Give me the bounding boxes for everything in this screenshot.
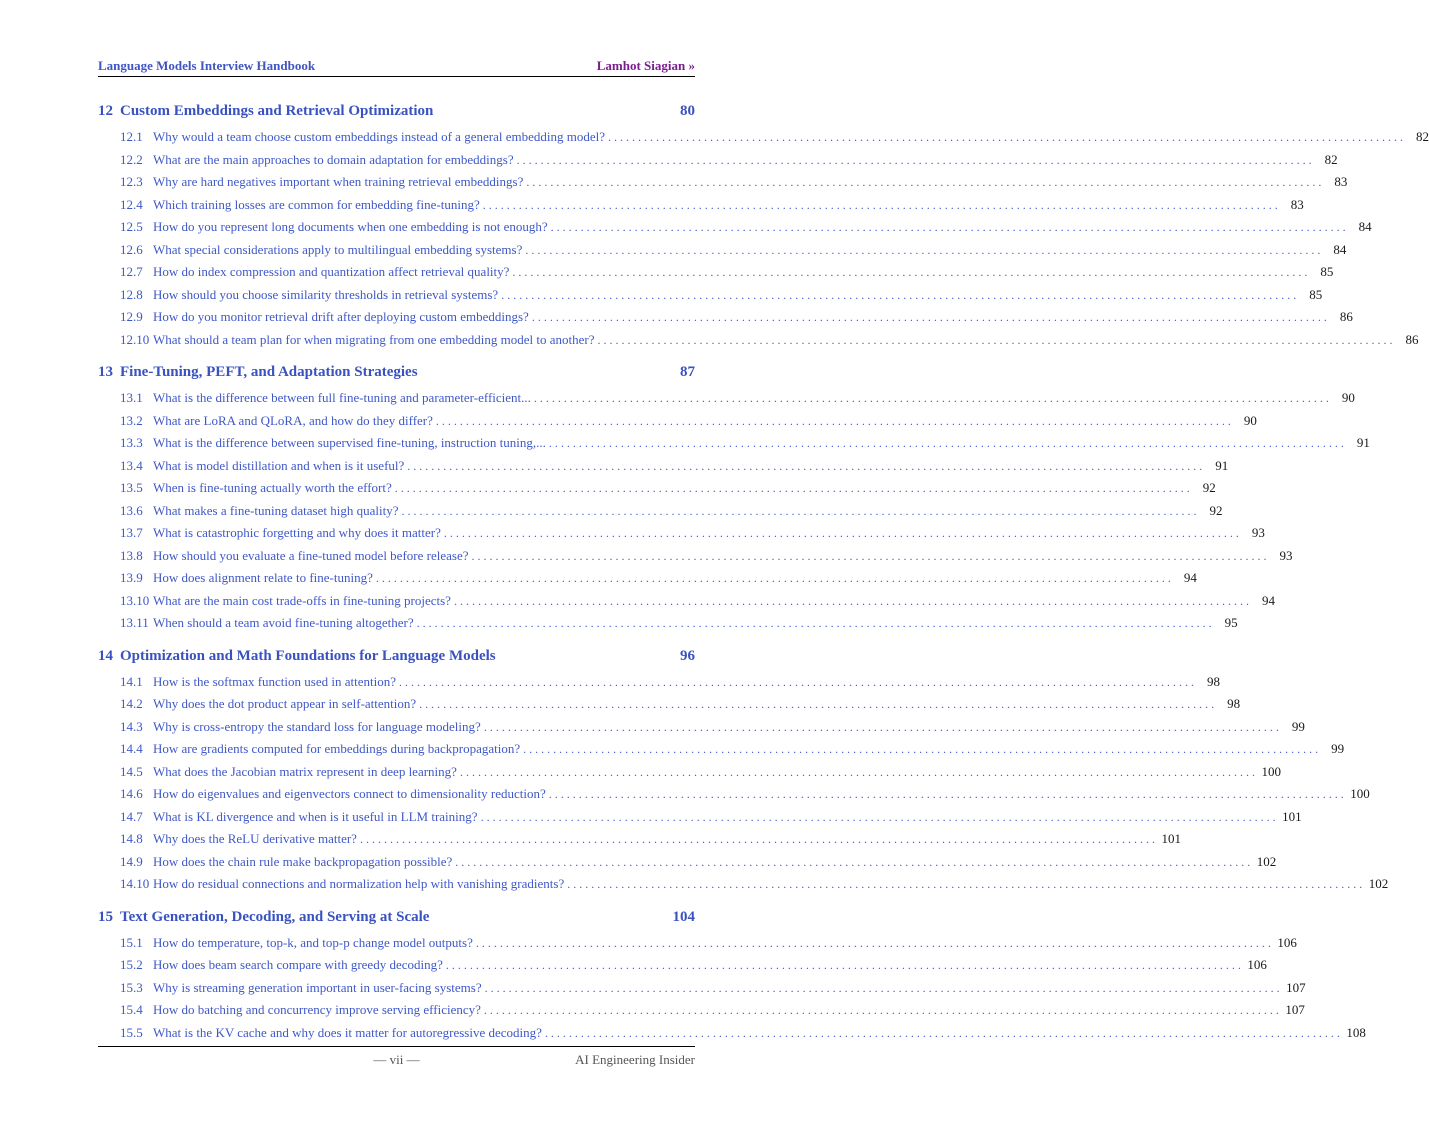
entry-title: What are the main approaches to domain adaptation for embeddings? bbox=[153, 151, 514, 167]
dot-leader bbox=[395, 477, 1190, 500]
entry-number: 13.1 bbox=[120, 390, 143, 405]
entry-page: 94 bbox=[1183, 570, 1197, 585]
toc-entry[interactable] bbox=[98, 567, 1197, 590]
dot-leader bbox=[476, 932, 1271, 955]
dot-leader bbox=[454, 590, 1249, 613]
toc-entry[interactable] bbox=[98, 932, 1297, 955]
entry-page: 84 bbox=[1358, 219, 1372, 234]
toc-entry[interactable] bbox=[98, 1022, 1366, 1045]
entry-number: 13.4 bbox=[120, 457, 143, 473]
entry-number: 14.9 bbox=[120, 853, 143, 869]
entry-title: What is KL divergence and when is it useful in LLM training? bbox=[153, 808, 478, 824]
entry-title: How does the chain rule make backpropagation possible? bbox=[153, 853, 453, 869]
dot-leader bbox=[407, 455, 1202, 478]
entry-title: Why does the dot product appear in self-attention? bbox=[153, 696, 417, 711]
dot-leader bbox=[526, 171, 1321, 194]
chapter-page: 96 bbox=[680, 647, 695, 664]
chapter-title: Fine-Tuning, PEFT, and Adaptation Strategies bbox=[120, 364, 418, 380]
chapter-number: 14 bbox=[98, 647, 113, 664]
entry-title: How do batching and concurrency improve serving efficiency? bbox=[153, 1002, 481, 1017]
entry-title: What makes a fine-tuning dataset high quality? bbox=[153, 502, 399, 518]
entry-title: What is the KV cache and why does it matter for autoregressive decoding? bbox=[153, 1024, 542, 1040]
entry-number: 13.2 bbox=[120, 412, 143, 428]
entry-number: 14.6 bbox=[120, 786, 143, 801]
toc-entry[interactable] bbox=[98, 216, 1372, 239]
toc-chapter[interactable] bbox=[98, 96, 695, 126]
entry-number: 14.7 bbox=[120, 808, 143, 824]
dot-leader bbox=[360, 828, 1155, 851]
toc-entry[interactable] bbox=[98, 954, 1267, 977]
entry-number: 12.5 bbox=[120, 219, 143, 234]
page-footer bbox=[98, 1046, 695, 1073]
entry-page: 90 bbox=[1243, 412, 1257, 428]
dot-leader bbox=[517, 149, 1312, 172]
entry-number: 12.3 bbox=[120, 174, 143, 189]
entry-number: 15.4 bbox=[120, 1002, 143, 1017]
entry-title: How do residual connections and normalization help with vanishing gradients? bbox=[153, 876, 565, 891]
entry-page: 106 bbox=[1277, 934, 1297, 950]
entry-title: When should a team avoid fine-tuning altogether? bbox=[153, 615, 414, 630]
entry-page: 92 bbox=[1202, 480, 1216, 495]
entry-title: What does the Jacobian matrix represent in deep learning? bbox=[153, 763, 457, 779]
dot-leader bbox=[525, 239, 1320, 262]
toc-entry[interactable] bbox=[98, 545, 1293, 568]
entry-page: 93 bbox=[1279, 547, 1293, 563]
entry-number: 12.1 bbox=[120, 129, 143, 144]
entry-number: 14.3 bbox=[120, 718, 143, 734]
dot-leader bbox=[549, 432, 1344, 455]
toc-entry[interactable] bbox=[98, 477, 1216, 500]
toc-entry[interactable] bbox=[98, 171, 1348, 194]
dot-leader bbox=[532, 306, 1327, 329]
toc-entry[interactable] bbox=[98, 716, 1305, 739]
toc-entry[interactable] bbox=[98, 455, 1229, 478]
entry-number: 12.8 bbox=[120, 286, 143, 302]
entry-title: How should you choose similarity thresholds in retrieval systems? bbox=[153, 286, 499, 302]
entry-number: 13.8 bbox=[120, 547, 143, 563]
entry-number: 14.2 bbox=[120, 696, 143, 711]
toc-entry[interactable] bbox=[98, 194, 1304, 217]
entry-title: Why is streaming generation important in user-facing systems? bbox=[153, 979, 482, 995]
chapter-title: Optimization and Math Foundations for Language Models bbox=[120, 647, 496, 664]
toc-entry[interactable] bbox=[98, 261, 1334, 284]
entry-number: 12.9 bbox=[120, 309, 143, 324]
entry-title: What are LoRA and QLoRA, and how do they differ? bbox=[153, 412, 433, 428]
entry-page: 98 bbox=[1206, 673, 1220, 689]
entry-title: Why is cross-entropy the standard loss for language modeling? bbox=[153, 718, 481, 734]
dot-leader bbox=[436, 410, 1231, 433]
entry-page: 100 bbox=[1261, 763, 1281, 779]
dot-leader bbox=[534, 387, 1329, 410]
toc-entry[interactable] bbox=[98, 783, 1370, 806]
toc-entry[interactable] bbox=[98, 329, 1419, 352]
dot-leader bbox=[455, 851, 1250, 874]
entry-title: How does alignment relate to fine-tuning? bbox=[153, 570, 373, 585]
toc-entry[interactable] bbox=[98, 761, 1281, 784]
toc-entry[interactable] bbox=[98, 873, 1389, 896]
chapter-number: 15 bbox=[98, 908, 113, 925]
entry-number: 14.10 bbox=[120, 876, 150, 891]
entry-title: How do eigenvalues and eigenvectors connect to dimensionality reduction? bbox=[153, 786, 546, 801]
entry-number: 15.5 bbox=[120, 1024, 143, 1040]
toc-entry[interactable] bbox=[98, 738, 1345, 761]
entry-page: 108 bbox=[1346, 1024, 1366, 1040]
footer-brand: AI Engineering Insider bbox=[575, 1052, 695, 1067]
entry-page: 86 bbox=[1405, 331, 1419, 347]
entry-page: 84 bbox=[1333, 241, 1347, 257]
entry-number: 13.6 bbox=[120, 502, 143, 518]
toc-entry[interactable] bbox=[98, 306, 1353, 329]
dot-leader bbox=[551, 216, 1346, 239]
toc-entry[interactable] bbox=[98, 522, 1265, 545]
toc-entry[interactable] bbox=[98, 977, 1306, 1000]
entry-title: What is the difference between full fine-tuning and parameter-efficient... bbox=[153, 390, 531, 405]
entry-title: Why does the ReLU derivative matter? bbox=[153, 831, 357, 846]
dot-leader bbox=[567, 873, 1362, 896]
toc-entry[interactable] bbox=[98, 126, 1429, 149]
toc-entry[interactable] bbox=[98, 387, 1355, 410]
toc-entry[interactable] bbox=[98, 671, 1220, 694]
toc-entry[interactable] bbox=[98, 432, 1370, 455]
entry-number: 14.8 bbox=[120, 831, 143, 846]
entry-title: When is fine-tuning actually worth the effort? bbox=[153, 480, 392, 495]
entry-title: What are the main cost trade-offs in fine-tuning projects? bbox=[153, 592, 451, 608]
entry-title: How do temperature, top-k, and top-p change model outputs? bbox=[153, 934, 473, 950]
entry-page: 98 bbox=[1227, 696, 1241, 711]
toc-entry[interactable] bbox=[98, 828, 1181, 851]
entry-number: 12.4 bbox=[120, 196, 143, 212]
entry-page: 91 bbox=[1356, 435, 1370, 450]
entry-page: 85 bbox=[1309, 286, 1323, 302]
toc-entry[interactable] bbox=[98, 410, 1257, 433]
entry-number: 14.1 bbox=[120, 673, 143, 689]
entry-title: What is model distillation and when is it useful? bbox=[153, 457, 405, 473]
entry-title: How is the softmax function used in attention? bbox=[153, 673, 396, 689]
dot-leader bbox=[549, 783, 1344, 806]
dot-leader bbox=[483, 194, 1278, 217]
entry-number: 12.2 bbox=[120, 151, 143, 167]
toc-entry[interactable] bbox=[98, 851, 1277, 874]
entry-number: 12.6 bbox=[120, 241, 143, 257]
entry-number: 13.5 bbox=[120, 480, 143, 495]
entry-page: 90 bbox=[1341, 390, 1355, 405]
entry-page: 82 bbox=[1324, 151, 1338, 167]
dot-leader bbox=[460, 761, 1255, 784]
entry-title: How are gradients computed for embeddings during backpropagation? bbox=[153, 741, 521, 756]
entry-page: 95 bbox=[1224, 615, 1238, 630]
dot-leader bbox=[485, 977, 1280, 1000]
entry-number: 12.7 bbox=[120, 264, 143, 279]
entry-page: 101 bbox=[1282, 808, 1302, 824]
entry-number: 15.2 bbox=[120, 957, 143, 972]
entry-number: 13.10 bbox=[120, 592, 150, 608]
entry-page: 86 bbox=[1339, 309, 1353, 324]
chapter-number: 13 bbox=[98, 364, 113, 380]
entry-page: 107 bbox=[1285, 1002, 1305, 1017]
dot-leader bbox=[523, 738, 1318, 761]
toc-chapter[interactable] bbox=[98, 641, 695, 671]
entry-page: 83 bbox=[1290, 196, 1304, 212]
dot-leader bbox=[484, 716, 1279, 739]
toc-entry[interactable] bbox=[98, 500, 1223, 523]
entry-number: 12.10 bbox=[120, 331, 150, 347]
entry-number: 14.4 bbox=[120, 741, 143, 756]
table-of-contents bbox=[98, 96, 1429, 1044]
dot-leader bbox=[598, 329, 1393, 352]
chapter-page: 80 bbox=[680, 103, 695, 119]
chapter-number: 12 bbox=[98, 103, 113, 119]
entry-title: What should a team plan for when migrating from one embedding model to another? bbox=[153, 331, 595, 347]
entry-title: Why are hard negatives important when training retrieval embeddings? bbox=[153, 174, 524, 189]
entry-page: 93 bbox=[1251, 525, 1265, 540]
dot-leader bbox=[512, 261, 1307, 284]
entry-page: 102 bbox=[1368, 876, 1389, 891]
entry-title: How does beam search compare with greedy decoding? bbox=[153, 957, 443, 972]
dot-leader bbox=[545, 1022, 1340, 1045]
book-title: Language Models Interview Handbook bbox=[98, 58, 316, 73]
entry-title: What is catastrophic forgetting and why does it matter? bbox=[153, 525, 441, 540]
entry-page: 85 bbox=[1320, 264, 1334, 279]
dot-leader bbox=[399, 671, 1194, 694]
dot-leader bbox=[481, 806, 1276, 829]
toc-entry[interactable] bbox=[98, 239, 1347, 262]
dot-leader bbox=[472, 545, 1267, 568]
dot-leader bbox=[444, 522, 1239, 545]
entry-page: 92 bbox=[1209, 502, 1223, 518]
entry-number: 13.11 bbox=[120, 615, 149, 630]
chapter-page: 87 bbox=[680, 364, 695, 380]
dot-leader bbox=[446, 954, 1241, 977]
entry-number: 13.3 bbox=[120, 435, 143, 450]
dot-leader bbox=[401, 500, 1196, 523]
entry-page: 91 bbox=[1215, 457, 1229, 473]
entry-title: How do you represent long documents when one embedding is not enough? bbox=[153, 219, 548, 234]
entry-page: 107 bbox=[1286, 979, 1306, 995]
entry-number: 13.9 bbox=[120, 570, 143, 585]
author-name[interactable]: Lamhot Siagian » bbox=[596, 58, 695, 73]
entry-number: 13.7 bbox=[120, 525, 143, 540]
entry-title: Which training losses are common for embedding fine-tuning? bbox=[153, 196, 480, 212]
entry-page: 101 bbox=[1161, 831, 1181, 846]
toc-entry[interactable] bbox=[98, 284, 1323, 307]
entry-number: 14.5 bbox=[120, 763, 143, 779]
toc-entry[interactable] bbox=[98, 806, 1302, 829]
dot-leader bbox=[419, 693, 1214, 716]
page-number: — vii — bbox=[373, 1052, 420, 1067]
entry-page: 82 bbox=[1415, 129, 1429, 144]
entry-title: Why would a team choose custom embeddings instead of a general embedding model? bbox=[153, 129, 605, 144]
chapter-page: 104 bbox=[672, 908, 695, 925]
page-header bbox=[98, 56, 695, 77]
toc-chapter[interactable] bbox=[98, 902, 695, 932]
entry-page: 83 bbox=[1334, 174, 1348, 189]
entry-number: 15.3 bbox=[120, 979, 143, 995]
entry-page: 99 bbox=[1331, 741, 1345, 756]
dot-leader bbox=[608, 126, 1403, 149]
entry-number: 15.1 bbox=[120, 934, 143, 950]
entry-title: How should you evaluate a fine-tuned model before release? bbox=[153, 547, 469, 563]
entry-page: 106 bbox=[1247, 957, 1267, 972]
dot-leader bbox=[376, 567, 1171, 590]
entry-title: What special considerations apply to multilingual embedding systems? bbox=[153, 241, 523, 257]
chapter-title: Text Generation, Decoding, and Serving at Scale bbox=[120, 908, 430, 925]
dot-leader bbox=[501, 284, 1296, 307]
dot-leader bbox=[417, 612, 1212, 635]
toc-entry[interactable] bbox=[98, 149, 1338, 172]
chapter-title: Custom Embeddings and Retrieval Optimization bbox=[120, 103, 434, 119]
toc-entry[interactable] bbox=[98, 612, 1238, 635]
entry-title: How do you monitor retrieval drift after deploying custom embeddings? bbox=[153, 309, 529, 324]
toc-entry[interactable] bbox=[98, 999, 1305, 1022]
entry-page: 94 bbox=[1261, 592, 1275, 608]
entry-page: 99 bbox=[1291, 718, 1305, 734]
entry-page: 102 bbox=[1256, 853, 1277, 869]
entry-title: How do index compression and quantization affect retrieval quality? bbox=[153, 264, 510, 279]
toc-entry[interactable] bbox=[98, 590, 1275, 613]
entry-title: What is the difference between supervised fine-tuning, instruction tuning,... bbox=[153, 435, 546, 450]
entry-page: 100 bbox=[1350, 786, 1370, 801]
toc-chapter[interactable] bbox=[98, 357, 695, 387]
toc-entry[interactable] bbox=[98, 693, 1241, 716]
dot-leader bbox=[484, 999, 1279, 1022]
